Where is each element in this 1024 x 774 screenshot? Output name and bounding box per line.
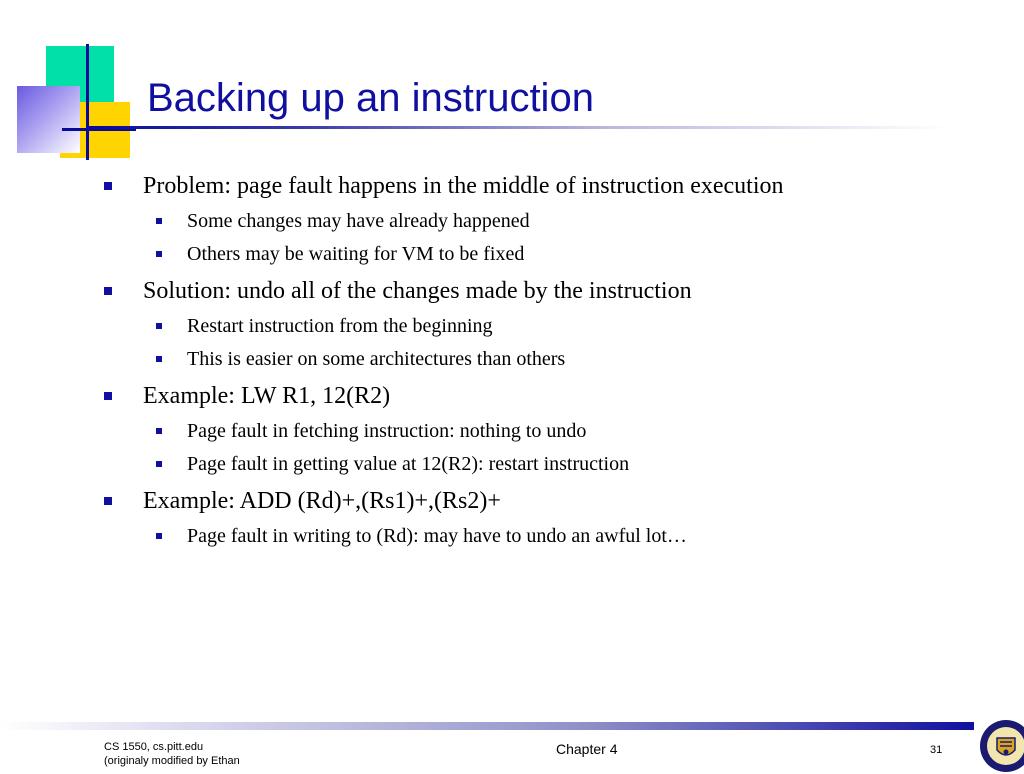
decorative-vertical-line	[86, 44, 89, 160]
square-bullet-icon	[104, 182, 112, 190]
square-bullet-icon	[156, 461, 162, 467]
title-underline	[89, 126, 949, 129]
sub-bullet-text: Restart instruction from the beginning	[187, 315, 493, 337]
square-bullet-icon	[156, 356, 162, 362]
footer-course-info	[104, 740, 240, 768]
bullet-text: Solution: undo all of the changes made by the instruction	[143, 278, 692, 304]
bullet-text: Problem: page fault happens in the middle of instruction execution	[143, 173, 784, 199]
square-bullet-icon	[104, 392, 112, 400]
bullet-text: Example: LW R1, 12(R2)	[143, 383, 391, 409]
decorative-purple-square	[17, 86, 80, 153]
sub-bullet-text: Others may be waiting for VM to be fixed	[187, 243, 525, 265]
page-number: 31	[930, 744, 943, 756]
square-bullet-icon	[104, 287, 112, 295]
university-seal-icon	[980, 716, 1024, 774]
square-bullet-icon	[156, 218, 162, 224]
slide-title: Backing up an instruction	[147, 76, 594, 120]
sub-bullet-text: Some changes may have already happened	[187, 210, 530, 232]
square-bullet-icon	[156, 428, 162, 434]
square-bullet-icon	[156, 533, 162, 539]
sub-bullet-text: Page fault in writing to (Rd): may have to undo an awful lot…	[187, 525, 687, 547]
sub-bullet-text: This is easier on some architectures than others	[187, 348, 566, 370]
footer-chapter: Chapter 4	[556, 741, 618, 757]
footer-credit-line: (originaly modified by Ethan	[104, 755, 240, 767]
square-bullet-icon	[104, 497, 112, 505]
square-bullet-icon	[156, 251, 162, 257]
sub-bullet-text: Page fault in fetching instruction: nothing to undo	[187, 420, 587, 442]
footer-course-line: CS 1550, cs.pitt.edu	[104, 741, 204, 753]
bullet-text: Example: ADD (Rd)+,(Rs1)+,(Rs2)+	[143, 488, 501, 514]
square-bullet-icon	[156, 323, 162, 329]
sub-bullet-text: Page fault in getting value at 12(R2): restart instruction	[187, 453, 630, 475]
footer-rule	[0, 722, 974, 730]
